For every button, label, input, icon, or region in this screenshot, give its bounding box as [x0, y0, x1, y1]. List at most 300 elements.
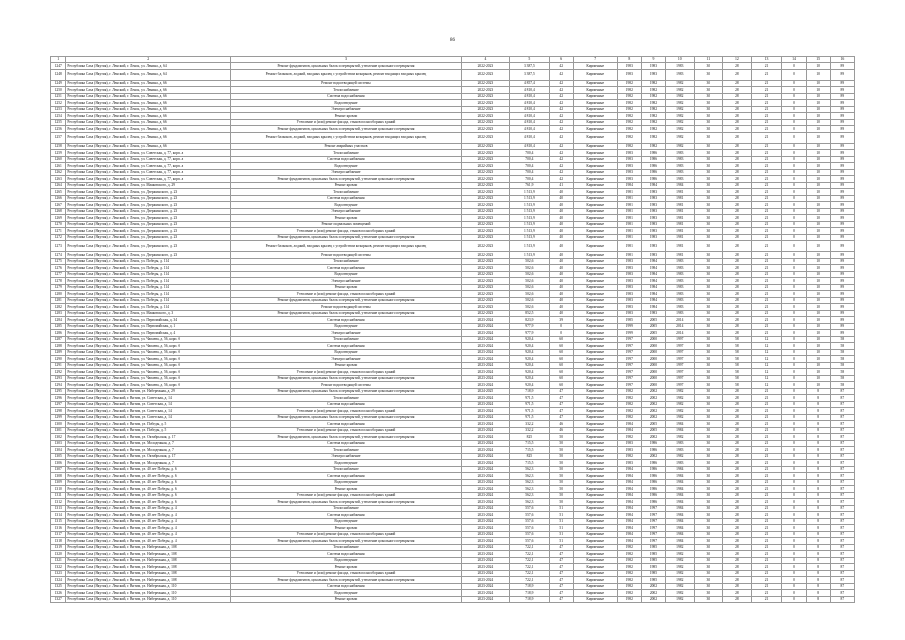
area-cell: 920,4	[510, 343, 550, 350]
value-cell: 89	[830, 215, 854, 222]
value-cell: 89	[830, 241, 854, 252]
value-cell: 0	[782, 304, 806, 311]
value-cell: 10	[806, 113, 830, 120]
wear-cell: 47	[549, 557, 573, 564]
value-cell: 58	[723, 349, 752, 356]
period-cell: 2023-2024	[461, 538, 509, 545]
address-cell: Республика Саха (Якутия), г. Ленский, г. Витим, ул. 40 лет Победы, д. 4	[66, 538, 231, 545]
year-cell: 1983	[641, 234, 665, 241]
period-cell: 2022-2023	[461, 63, 509, 70]
value-cell: 28	[723, 150, 752, 157]
year-cell: 1982	[617, 87, 641, 94]
area-cell: 825	[510, 434, 550, 441]
value-cell: 28	[723, 466, 752, 473]
value-cell: 21	[751, 189, 782, 196]
value-cell: 21	[751, 265, 782, 272]
value-cell: 21	[751, 291, 782, 298]
wear-cell: 40	[549, 252, 573, 259]
address-cell: Республика Саха (Якутия), г. Ленский, г. Витим, ул. Набережная, д. 108	[66, 551, 231, 558]
address-cell: Республика Саха (Якутия), г. Ленский, г. Ленск, ул. Дзержинского, д. 23	[66, 208, 231, 215]
value-cell: 21	[751, 414, 782, 421]
value-cell: 28	[723, 323, 752, 330]
value-cell: 21	[751, 93, 782, 100]
value-cell: 30	[694, 531, 723, 538]
value-cell: 28	[723, 473, 752, 480]
year-cell: 2000	[641, 362, 665, 369]
wall-material-cell: Кирпичные	[573, 221, 617, 228]
value-cell: 30	[694, 414, 723, 421]
address-cell: Республика Саха (Якутия), г. Ленский, г. Ленск, ул. Чапаева, д. 56, корп. б	[66, 382, 231, 389]
value-cell: 21	[751, 538, 782, 545]
value-cell: 8	[806, 388, 830, 395]
wear-cell: 40	[549, 215, 573, 222]
period-cell: 2022-2023	[461, 234, 509, 241]
year-cell: 1983	[641, 189, 665, 196]
value-cell: 30	[694, 150, 723, 157]
value-cell: 10	[806, 317, 830, 324]
value-cell: 89	[830, 202, 854, 209]
value-cell: 21	[751, 100, 782, 107]
value-cell: 87	[830, 499, 854, 506]
year-cell: 1982	[666, 143, 695, 150]
value-cell: 58	[830, 336, 854, 343]
address-cell: Республика Саха (Якутия), г. Ленский, г. Ленск, ул. Ленина, д. 66	[66, 100, 231, 107]
value-cell: 58	[723, 336, 752, 343]
wear-cell: 40	[549, 228, 573, 235]
wall-material-cell: Кирпичные	[573, 512, 617, 519]
value-cell: 28	[723, 486, 752, 493]
work-type-cell: Водоотведение	[231, 460, 462, 467]
year-cell: 1984	[666, 505, 695, 512]
period-cell: 2023-2024	[461, 492, 509, 499]
value-cell: 28	[723, 241, 752, 252]
year-cell: 1982	[641, 132, 665, 143]
area-cell: 562,3	[510, 466, 550, 473]
work-type-cell: Теплоснабжение	[231, 189, 462, 196]
value-cell: 0	[782, 505, 806, 512]
year-cell: 2000	[641, 343, 665, 350]
address-cell: Республика Саха (Якутия), г. Ленский, г. Ленск, ул. Победы, д. 114	[66, 278, 231, 285]
value-cell: 28	[723, 195, 752, 202]
area-cell: 4 810,4	[510, 93, 550, 100]
value-cell: 21	[751, 434, 782, 441]
value-cell: 89	[830, 169, 854, 176]
value-cell: 0	[782, 150, 806, 157]
wall-material-cell: Кирпичные	[573, 388, 617, 395]
value-cell: 21	[751, 486, 782, 493]
value-cell: 28	[723, 284, 752, 291]
value-cell: 30	[694, 310, 723, 317]
year-cell: 1985	[641, 544, 665, 551]
value-cell: 28	[723, 252, 752, 259]
year-cell: 1984	[617, 538, 641, 545]
column-number: 9	[641, 57, 665, 63]
year-cell: 1983	[666, 304, 695, 311]
area-cell: 920,4	[510, 349, 550, 356]
wall-material-cell: Кирпичные	[573, 176, 617, 183]
value-cell: 10	[806, 143, 830, 150]
value-cell: 8	[806, 538, 830, 545]
value-cell: 10	[806, 369, 830, 376]
value-cell: 0	[782, 80, 806, 87]
area-cell: 562,3	[510, 479, 550, 486]
area-cell: 557,6	[510, 518, 550, 525]
value-cell: 0	[782, 414, 806, 421]
year-cell: 2002	[641, 434, 665, 441]
value-cell: 10	[806, 284, 830, 291]
row-number-cell: 1288	[51, 343, 66, 350]
value-cell: 10	[806, 336, 830, 343]
year-cell: 1984	[617, 421, 641, 428]
value-cell: 28	[723, 564, 752, 571]
value-cell: 21	[751, 156, 782, 163]
work-type-cell: Электроснабжение	[231, 330, 462, 337]
year-cell: 1982	[617, 143, 641, 150]
year-cell: 1983	[617, 447, 641, 454]
year-cell: 2002	[641, 583, 665, 590]
year-cell: 1983	[617, 69, 641, 80]
value-cell: 0	[782, 538, 806, 545]
wall-material-cell: Кирпичные	[573, 252, 617, 259]
value-cell: 30	[694, 80, 723, 87]
value-cell: 28	[723, 408, 752, 415]
year-cell: 1981	[666, 221, 695, 228]
work-type-cell: Ремонт фундаментов, цокольных балок и перекрытий, утепление цокольного перекрытия	[231, 375, 462, 382]
wear-cell: 51	[549, 505, 573, 512]
column-number: 13	[751, 57, 782, 63]
value-cell: 89	[830, 278, 854, 285]
column-number: 3	[231, 57, 462, 63]
period-cell: 2022-2023	[461, 228, 509, 235]
wear-cell: 60	[549, 369, 573, 376]
year-cell: 2014	[666, 317, 695, 324]
value-cell: 30	[694, 228, 723, 235]
area-cell: 557,6	[510, 512, 550, 519]
wall-material-cell: Кирпичные	[573, 278, 617, 285]
address-cell: Республика Саха (Якутия), г. Ленский, г. Ленск, ул. Советская, д. 77, корп. а	[66, 169, 231, 176]
period-cell: 2023-2024	[461, 479, 509, 486]
value-cell: 0	[782, 156, 806, 163]
work-type-cell: Ремонт подвальных помещений	[231, 221, 462, 228]
wall-material-cell: Кирпичные	[573, 518, 617, 525]
year-cell: 1997	[617, 362, 641, 369]
area-cell: 722,1	[510, 544, 550, 551]
wear-cell: 51	[549, 531, 573, 538]
column-number: 4	[461, 57, 509, 63]
value-cell: 28	[723, 258, 752, 265]
wear-cell: 40	[549, 208, 573, 215]
work-type-cell: Электроснабжение	[231, 453, 462, 460]
value-cell: 58	[723, 362, 752, 369]
period-cell: 2022-2023	[461, 271, 509, 278]
year-cell: 1982	[617, 453, 641, 460]
area-cell: 502,6	[510, 258, 550, 265]
value-cell: 30	[694, 362, 723, 369]
value-cell: 0	[782, 479, 806, 486]
area-cell: 722,1	[510, 570, 550, 577]
value-cell: 30	[694, 401, 723, 408]
wear-cell: 42	[549, 156, 573, 163]
address-cell: Республика Саха (Якутия), г. Ленский, г. Витим, ул. Советская, д. 14	[66, 408, 231, 415]
wear-cell: 39	[549, 317, 573, 324]
row-number-cell: 1276	[51, 265, 66, 272]
row-number-cell: 1286	[51, 330, 66, 337]
work-type-cell: Система водоснабжения	[231, 343, 462, 350]
wall-material-cell: Кирпичные	[573, 258, 617, 265]
value-cell: 87	[830, 427, 854, 434]
value-cell: 8	[806, 453, 830, 460]
year-cell: 1984	[666, 473, 695, 480]
value-cell: 21	[751, 421, 782, 428]
value-cell: 87	[830, 460, 854, 467]
value-cell: 28	[723, 440, 752, 447]
year-cell: 1985	[641, 564, 665, 571]
wall-material-cell: Кирпичные	[573, 499, 617, 506]
year-cell: 1984	[641, 278, 665, 285]
wear-cell: 42	[549, 106, 573, 113]
year-cell: 1982	[617, 544, 641, 551]
row-number-cell: 1263	[51, 176, 66, 183]
value-cell: 28	[723, 228, 752, 235]
value-cell: 0	[782, 221, 806, 228]
value-cell: 89	[830, 182, 854, 189]
value-cell: 30	[694, 590, 723, 597]
value-cell: 87	[830, 544, 854, 551]
value-cell: 0	[782, 421, 806, 428]
year-cell: 1983	[641, 241, 665, 252]
value-cell: 21	[751, 518, 782, 525]
value-cell: 30	[694, 323, 723, 330]
value-cell: 28	[723, 414, 752, 421]
value-cell: 89	[830, 150, 854, 157]
row-number-cell: 1294	[51, 382, 66, 389]
value-cell: 30	[694, 119, 723, 126]
wear-cell: 42	[549, 143, 573, 150]
column-number: 7	[573, 57, 617, 63]
wear-cell: 50	[549, 460, 573, 467]
value-cell: 87	[830, 551, 854, 558]
value-cell: 58	[723, 369, 752, 376]
year-cell: 1982	[666, 388, 695, 395]
value-cell: 87	[830, 512, 854, 519]
wear-cell: 50	[549, 434, 573, 441]
wall-material-cell: Кирпичные	[573, 440, 617, 447]
value-cell: 21	[751, 499, 782, 506]
wall-material-cell: Кирпичные	[573, 202, 617, 209]
value-cell: 21	[751, 241, 782, 252]
year-cell: 2005	[641, 317, 665, 324]
wear-cell: 50	[549, 447, 573, 454]
wall-material-cell: Кирпичные	[573, 69, 617, 80]
value-cell: 0	[782, 453, 806, 460]
value-cell: 10	[806, 80, 830, 87]
value-cell: 0	[782, 544, 806, 551]
year-cell: 2002	[641, 401, 665, 408]
year-cell: 2000	[641, 356, 665, 363]
column-number: 6	[549, 57, 573, 63]
work-type-cell: Теплоснабжение	[231, 395, 462, 402]
value-cell: 30	[694, 176, 723, 183]
year-cell: 1997	[617, 356, 641, 363]
value-cell: 87	[830, 466, 854, 473]
wear-cell: 47	[549, 596, 573, 603]
work-type-cell: Ремонт фундаментов, цокольных балок и перекрытий, утепление цокольного перекрытия	[231, 234, 462, 241]
value-cell: 30	[694, 583, 723, 590]
value-cell: 0	[782, 395, 806, 402]
row-number-cell: 1277	[51, 271, 66, 278]
wear-cell: 50	[549, 499, 573, 506]
year-cell: 1997	[666, 375, 695, 382]
area-cell: 502,6	[510, 271, 550, 278]
wall-material-cell: Кирпичные	[573, 106, 617, 113]
area-cell: 1 513,9	[510, 228, 550, 235]
value-cell: 21	[751, 460, 782, 467]
year-cell: 1983	[641, 221, 665, 228]
work-type-cell: Ремонт кровли	[231, 182, 462, 189]
value-cell: 30	[694, 93, 723, 100]
work-type-cell: Теплоснабжение	[231, 466, 462, 473]
value-cell: 30	[694, 544, 723, 551]
value-cell: 30	[694, 518, 723, 525]
year-cell: 1982	[617, 557, 641, 564]
row-number-cell: 1273	[51, 241, 66, 252]
value-cell: 21	[751, 473, 782, 480]
column-number: 16	[830, 57, 854, 63]
year-cell: 1984	[666, 531, 695, 538]
wall-material-cell: Кирпичные	[573, 375, 617, 382]
value-cell: 0	[782, 310, 806, 317]
value-cell: 28	[723, 69, 752, 80]
wear-cell: 40	[549, 189, 573, 196]
wall-material-cell: Кирпичные	[573, 583, 617, 590]
value-cell: 30	[694, 297, 723, 304]
value-cell: 30	[694, 486, 723, 493]
year-cell: 1982	[641, 113, 665, 120]
work-type-cell: Ремонт водоотводящей системы	[231, 382, 462, 389]
year-cell: 1982	[666, 395, 695, 402]
wear-cell: 47	[549, 564, 573, 571]
area-cell: 557,6	[510, 538, 550, 545]
value-cell: 0	[782, 163, 806, 170]
value-cell: 28	[723, 221, 752, 228]
value-cell: 28	[723, 421, 752, 428]
wall-material-cell: Кирпичные	[573, 336, 617, 343]
row-number-cell: 1275	[51, 258, 66, 265]
address-cell: Республика Саха (Якутия), г. Ленский, г. Ленск, ул. Дзержинского, д. 23	[66, 228, 231, 235]
year-cell: 1982	[641, 119, 665, 126]
value-cell: 10	[806, 119, 830, 126]
period-cell: 2022-2023	[461, 87, 509, 94]
value-cell: 10	[806, 258, 830, 265]
value-cell: 0	[782, 176, 806, 183]
work-type-cell: Теплоснабжение	[231, 505, 462, 512]
value-cell: 87	[830, 505, 854, 512]
row-number-cell: 1323	[51, 570, 66, 577]
period-cell: 2023-2024	[461, 330, 509, 337]
wall-material-cell: Кирпичные	[573, 271, 617, 278]
value-cell: 8	[806, 544, 830, 551]
value-cell: 30	[694, 284, 723, 291]
value-cell: 58	[830, 382, 854, 389]
area-cell: 557,6	[510, 525, 550, 532]
area-cell: 1 513,9	[510, 189, 550, 196]
address-cell: Республика Саха (Якутия), г. Ленский, г. Витим, ул. Октябрьская, д. 17	[66, 453, 231, 460]
period-cell: 2022-2023	[461, 156, 509, 163]
period-cell: 2022-2023	[461, 100, 509, 107]
address-cell: Республика Саха (Якутия), г. Ленский, г. Ленск, ул. Дзержинского, д. 23	[66, 202, 231, 209]
value-cell: 8	[806, 427, 830, 434]
area-cell: 4 810,4	[510, 119, 550, 126]
wear-cell: 47	[549, 395, 573, 402]
value-cell: 89	[830, 126, 854, 133]
work-type-cell: Система водоснабжения	[231, 265, 462, 272]
period-cell: 2022-2023	[461, 202, 509, 209]
work-type-cell: Система водоснабжения	[231, 421, 462, 428]
address-cell: Республика Саха (Якутия), г. Ленский, г. Ленск, ул. Дзержинского, д. 23	[66, 221, 231, 228]
value-cell: 87	[830, 421, 854, 428]
wear-cell: 40	[549, 284, 573, 291]
year-cell: 1981	[666, 234, 695, 241]
area-cell: 562,3	[510, 473, 550, 480]
year-cell: 1983	[666, 169, 695, 176]
year-cell: 1983	[617, 271, 641, 278]
wear-cell: 46	[549, 427, 573, 434]
value-cell: 21	[751, 304, 782, 311]
value-cell: 0	[782, 323, 806, 330]
value-cell: 0	[782, 408, 806, 415]
year-cell: 1984	[641, 258, 665, 265]
period-cell: 2022-2023	[461, 189, 509, 196]
value-cell: 58	[830, 349, 854, 356]
period-cell: 2022-2023	[461, 150, 509, 157]
period-cell: 2023-2024	[461, 525, 509, 532]
value-cell: 28	[723, 499, 752, 506]
area-cell: 4 810,4	[510, 126, 550, 133]
value-cell: 21	[751, 544, 782, 551]
value-cell: 0	[782, 492, 806, 499]
wear-cell: 42	[549, 63, 573, 70]
value-cell: 28	[723, 271, 752, 278]
row-number-cell: 1315	[51, 518, 66, 525]
address-cell: Республика Саха (Якутия), г. Ленский, г. Витим, ул. 40 лет Победы, д. 6	[66, 486, 231, 493]
value-cell: 10	[806, 156, 830, 163]
year-cell: 2005	[641, 427, 665, 434]
value-cell: 30	[694, 525, 723, 532]
value-cell: 0	[782, 100, 806, 107]
value-cell: 58	[830, 356, 854, 363]
value-cell: 10	[806, 202, 830, 209]
value-cell: 30	[694, 291, 723, 298]
area-cell: 971,5	[510, 401, 550, 408]
value-cell: 28	[723, 93, 752, 100]
area-cell: 557,6	[510, 531, 550, 538]
wall-material-cell: Кирпичные	[573, 132, 617, 143]
value-cell: 87	[830, 414, 854, 421]
period-cell: 2023-2024	[461, 369, 509, 376]
wear-cell: 40	[549, 195, 573, 202]
year-cell: 1984	[666, 427, 695, 434]
year-cell: 1982	[641, 143, 665, 150]
value-cell: 28	[723, 215, 752, 222]
wear-cell: 40	[549, 202, 573, 209]
value-cell: 30	[694, 564, 723, 571]
value-cell: 30	[694, 63, 723, 70]
area-cell: 1 513,9	[510, 195, 550, 202]
period-cell: 2022-2023	[461, 297, 509, 304]
value-cell: 58	[723, 343, 752, 350]
value-cell: 28	[723, 453, 752, 460]
address-cell: Республика Саха (Якутия), г. Ленский, г. Витим, ул. 40 лет Победы, д. 6	[66, 499, 231, 506]
